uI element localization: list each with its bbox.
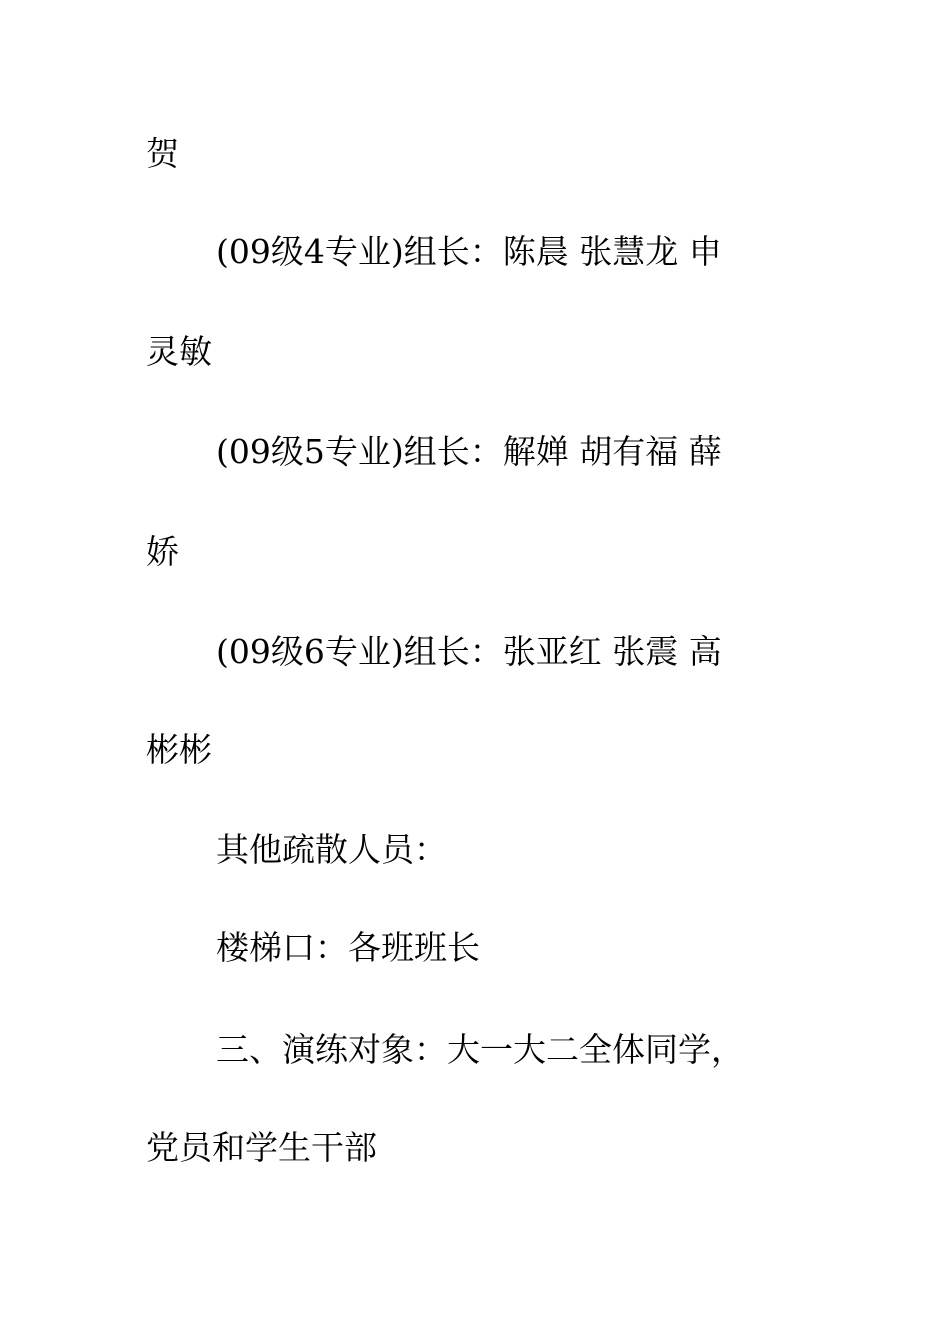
drill-participants-heading: 三、演练对象：大一大二全体同学， [216,1030,744,1069]
text-line-continuation: 党员和学生干部 [146,1128,377,1167]
group-leaders-6: (09级6专业)组长：张亚红 张震 高 [216,632,722,671]
group-leaders-4: (09级4专业)组长：陈晨 张慧龙 申 [216,232,722,271]
text-line-continuation: 彬彬 [146,730,212,769]
stairway-assignment: 楼梯口：各班班长 [216,928,480,967]
text-line-continuation: 娇 [146,532,179,571]
text-line-continuation: 贺 [146,134,179,173]
text-line-continuation: 灵敏 [146,332,212,371]
group-leaders-5: (09级5专业)组长：解婵 胡有福 薛 [216,432,722,471]
other-evacuation-staff-heading: 其他疏散人员： [216,830,447,869]
